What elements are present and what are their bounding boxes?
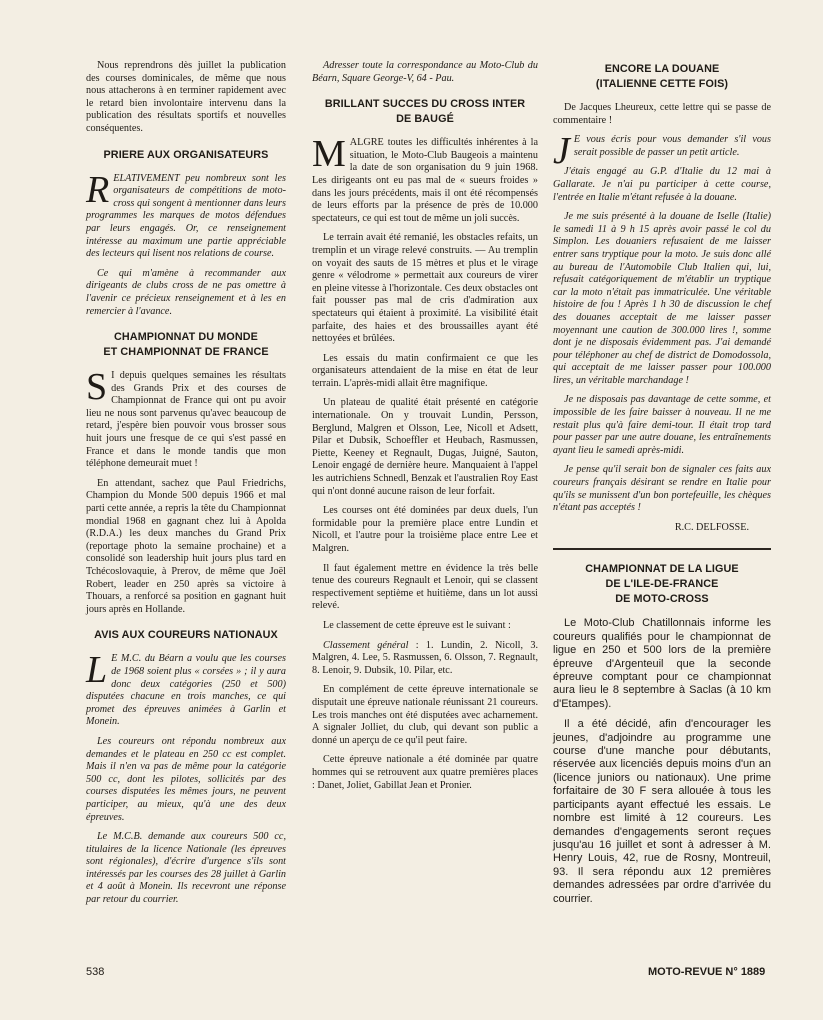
dropcap: L [86,649,108,692]
signature: R.C. DELFOSSE. [674,521,749,533]
article-paragraph: Le terrain avait été remanié, les obstacles refaits, un tremplin et un virage relevé construits. — Au tremplin on voyait des sauts de 15 mètres et plus et le virage genre « vélodrome » permettait aux coureurs de virer en pleine vitesse à l'horizontale. Ces deux obstacles ont fait pousser pas mal de cris d'admiration aux spectateurs qui étaient à proximité. La visibilité était parfaite, des haies et des broussailles ayant été nettoyées et brûlées. [312,232,538,345]
dropcap: S [86,366,108,409]
dropcap: M [312,133,346,176]
article-paragraph: Ce qui m'amène à recommander aux dirigeants de clubs cross de ne pas omettre à l'avenir ce précieux renseignement et à les en remercier à l'avance. [86,267,286,317]
article-paragraph: Le Moto-Club Chatillonnais informe les coureurs qualifiés pour le championnat de ligue en 250 et 500 lors de la première épreuve d'Argenteuil que la seconde épreuve comptant pour ce championnat aura lieu le 8 septembre à Saclas (à 10 km d'Etampes). [553,617,771,710]
article-paragraph: Le classement de cette épreuve est le suivant : [323,619,511,631]
title-line: ENCORE LA DOUANE [604,63,720,75]
results-text: : 1. Lundin, 2. Nicoll, 3. Malgren, 4. Lee, 5. Rasmussen, 6. Olsson, 7. Regnault, 8. Lenoir, 9. Dubsik, 10. Pilar, etc. [312,639,538,676]
title-line: (ITALIENNE CETTE FOIS) [595,78,729,90]
page-number: 538 [86,966,105,978]
letter-paragraph: Je ne disposais pas davantage de cette somme, et impossible de les faire baisser à nouveau. Il ne me restait plus qu'à faire demi-tour. Il était trop tard pour passer par une autre douane, les entraînements ayant lieu le samedi après-midi. [553,394,771,456]
section-title-brillant [312,97,538,127]
intro-paragraph: De Jacques Lheureux, cette lettre qui se passe de commentaire ! [553,102,771,126]
article-paragraph: I depuis quelques semaines les résultats des Grands Prix et des courses de Championnat de France qui ont pu avoir lieu ne nous sont parvenus qu'avec beaucoup de retard, j'espère bien pouvoir vous brosser sous huit jours une fresque de ce qui s'est passé en France et dans le monde tandis que mon téléphone demeurait muet ! [86,370,286,470]
dropcap: J [553,130,570,173]
title-line: BRILLANT SUCCES DU CROSS INTER [324,98,526,111]
article-paragraph: En attendant, sachez que Paul Friedrichs, Champion du Monde 500 depuis 1966 et mal parti cette année, a repris la tête du Championnat mondial 1968 en gagnant chez lui à Apolda (R.D.A.) les deux manches du Grand Prix (reportage photo la semaine prochaine) et a consolidé son leadership huit jours plus tard en Tchécoslovaquie, à Prerov, de même que Joël Robert, leader en 250 après sa victoire à Thouars, a renforcé sa position en gagnant huit jours après en Hollande. [86,477,286,615]
results-label: Classement général [323,639,409,651]
article-paragraph: ELATIVEMENT peu nombreux sont les organisateurs de compétitions de moto-cross qui songent à mentionner dans leurs programmes les marques de motos défendues par leurs engagés. Or, ce renseignement intéresse au maximum une partie appréciable des lecteurs qui lisent nos relations de course. [86,172,286,260]
article-paragraph: Cette épreuve nationale a été dominée par quatre hommes qui se retrouvent aux quatre premières places : Danet, Joliet, Gabillat Jean et Pronier. [312,754,538,791]
section-title-championnat [86,330,286,360]
address-paragraph: Adresser toute la correspondance au Moto-Club du Béarn, Square George-V, 64 - Pau. [312,60,538,84]
column-right [553,60,771,913]
column-middle [312,60,538,799]
article-paragraph: E M.C. du Béarn a voulu que les courses de 1968 soient plus « corsées » ; il y aura donc deux catégories (250 et 500) disputées chacune en trois manches, ce qui promet des épreuves animées à Garlin et Monein. [86,653,286,728]
magazine-issue: MOTO-REVUE N° 1889 [648,966,766,978]
article-paragraph: Un plateau de qualité était présenté en catégorie internationale. On y trouvait Lundin, Persson, Berglund, Malgren et Olsson, Lee, Nicoll et Adsett, Pilar et Dubsik, Schoeffler et Heubach, Rasmussen, Piette, Keeney et Regnault, Dugas, Juigné, Sauton, Lenoir engagé de dernière heure. Manquaient à l'appel les autrichiens Schnedl, Benzak et l'australien Roy East qui n'ont donné aucune raison de leur forfait. [312,397,538,497]
section-title-ligue [553,562,771,607]
article-paragraph: Il faut également mettre en évidence la très belle tenue des coureurs Regnault et Lenoir, qui se classent respectivement septième et huitième, dans un lot aussi relevé. [312,562,538,612]
results-paragraph [312,640,538,678]
section-title-avis: AVIS AUX COUREURS NATIONAUX [94,629,278,642]
article-paragraph: ALGRE toutes les difficultés inhérentes à la situation, le Moto-Club Baugeois a maintenu la date de son organisation du 9 juin 1968. Les dirigeants ont eu pas mal de « sueurs froides » dans les jours précédents, mais il ont été récompensés de leurs efforts par la présence de près de 10.000 spectateurs, ce qui est tout de même un joli succès. [312,137,538,224]
title-line: ET CHAMPIONNAT DE FRANCE [103,346,269,359]
article-paragraph: En complément de cette épreuve internationale se disputait une épreuve nationale réunissant 21 coureurs. Les trois manches ont été disputées avec acharnement. A signaler Jolliet, du club, qui devant son public a donné un aperçu de ce qu'il peut faire. [312,684,538,746]
letter-paragraph: Je me suis présenté à la douane de Iselle (Italie) le samedi 11 à 9 h 15 après avoir passé le col du Simplon. Les douaniers refusaient de me laisser entrer sans tryptique pour la moto. Je suis donc allé au bureau de l'Automobile Club Italien qui, lui, refusait catégoriquement de m'établir un tryptique car la moto n'était pas immatriculée. Une véritable histoire de fou ! Après 1 h 30 de discussion le chef des douanes acceptait de me laisser passer moyennant une caution de 300.000 lires !, somme dont je ne disposais évidemment pas. J'ai demandé pour téléphoner au chef de district de Domodossola, qui acceptait de me laisser passer pour 100.000 lires, un véritable marchandage ! [553,211,771,386]
title-line: CHAMPIONNAT DE LA LIGUE [585,563,739,576]
article-paragraph: Il a été décidé, afin d'encourager les jeunes, d'adjoindre au programme une course d'une manche pour débutants, réservée aux licenciés depuis moins d'un an (licence juniors ou nationaux). Une prime forfaitaire de 30 F sera allouée à tous les participants ayant effectué les essais. Le nombre est limité à 12 coureurs. Les demandes d'engagements seront reçues jusqu'au 16 juillet et sont à adresser à M. Henry Louis, 42, rue de Rosny, Montreuil, 93. Il sera répondu aux 12 premières demandes adressées par ordre d'arrivée du courrier. [553,718,771,905]
article-paragraph: Les essais du matin confirmaient ce que les organisateurs attendaient de la mise en état de leur terrain. L'après-midi allait être magnifique. [312,352,538,389]
ligue-body [553,617,771,906]
letter-paragraph: J'étais engagé au G.P. d'Italie du 12 mai à Gallarate. Je n'ai pu participer à cette course, l'entrée en Italie m'étant refusée à la douane. [553,166,771,203]
article-paragraph: Les coureurs ont répondu nombreux aux demandes et le plateau en 250 cc est complet. Mais il n'en va pas de même pour la catégorie 500 cc, dont les pilotes, sollicités par des courses disputées les mêmes jours, ne peuvent participer, au mieux, qu'à une des deux épreuves. [86,735,286,823]
article-paragraph: Les courses ont été dominées par deux duels, l'un formidable pour la première place entre Lundin et Nicoll, et l'autre pour la troisième place entre Lee et Malgren. [312,505,538,554]
article-paragraph: Le M.C.B. demande aux coureurs 500 cc, titulaires de la licence Nationale (les épreuves sont régionales), d'écrire d'urgence s'ils sont intéressés par les courses des 28 juillet à Garlin et 4 août à Monein. Ils recevront une réponse par retour du courrier. [86,831,286,906]
letter-paragraph: E vous écris pour vous demander s'il vous serait possible de passer un petit article. [573,134,771,158]
section-title-douane [553,62,771,92]
intro-paragraph: Nous reprendrons dès juillet la publication des courses dominicales, de même que nous nous attacherons à en terminer rapidement avec le retard bien involontaire intervenu dans la publication des résultats sportifs et nouvelles conséquentes. [86,60,286,134]
title-line: DE BAUGÉ [396,113,454,126]
column-left [86,60,286,914]
title-line: DE L'ILE-DE-FRANCE [605,578,719,591]
section-divider [553,548,771,550]
section-title-priere: PRIERE AUX ORGANISATEURS [103,148,269,161]
dropcap: R [86,168,110,211]
letter-paragraph: Je pense qu'il serait bon de signaler ces faits aux coureurs français désirant se rendre en Italie pour qu'ils se munissent d'un bon portefeuille, les chèques n'étant pas acceptés ! [553,464,771,514]
title-line: DE MOTO-CROSS [615,593,709,606]
title-line: CHAMPIONNAT DU MONDE [114,331,258,344]
